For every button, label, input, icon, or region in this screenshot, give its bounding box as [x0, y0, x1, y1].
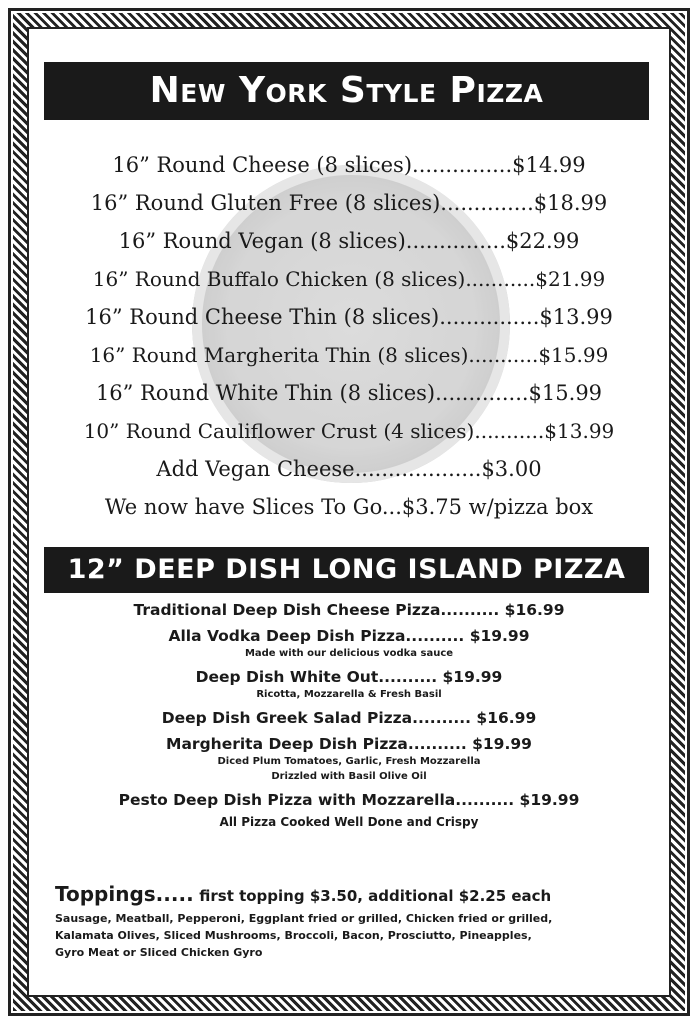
ny-style-menu-list [44, 146, 654, 526]
deep-dish-banner [44, 547, 649, 593]
slices-note: We now have Slices To Go...$3.75 w/pizza box [104, 495, 594, 519]
item-description: Made with our delicious vodka sauce [244, 648, 454, 659]
deep-dish-item: Margherita Deep Dish Pizza.......... $19.99 [166, 735, 532, 753]
menu-item: Add Vegan Cheese...................$3.00 [156, 457, 542, 481]
menu-item: 16” Round Margherita Thin (8 slices)...........$15.99 [89, 343, 609, 367]
deep-dish-item: Alla Vodka Deep Dish Pizza.......... $19.99 [168, 627, 530, 645]
deep-dish-item: Traditional Deep Dish Cheese Pizza.......... $16.99 [133, 601, 565, 619]
item-description: Diced Plum Tomatoes, Garlic, Fresh Mozzarella [217, 756, 481, 767]
toppings-price: first topping $3.50, additional $2.25 each [199, 887, 552, 905]
menu-item: 16” Round White Thin (8 slices)..............$15.99 [95, 381, 603, 405]
deep-dish-item: Deep Dish Greek Salad Pizza.......... $16.99 [161, 709, 537, 727]
cooking-note: All Pizza Cooked Well Done and Crispy [219, 815, 479, 829]
menu-item: 16” Round Vegan (8 slices)...............$22.99 [118, 229, 580, 253]
toppings-section [55, 880, 655, 961]
ny-style-title: New York Style Pizza [149, 70, 544, 111]
deep-dish-item: Deep Dish White Out.......... $19.99 [195, 668, 503, 686]
menu-item: 16” Round Gluten Free (8 slices)..............$18.99 [90, 191, 608, 215]
item-description: Drizzled with Basil Olive Oil [271, 771, 427, 782]
ny-style-banner [44, 62, 649, 120]
menu-item: 16” Round Buffalo Chicken (8 slices)...........$21.99 [92, 267, 606, 291]
toppings-list-line: Kalamata Olives, Sliced Mushrooms, Broccoli, Bacon, Prosciutto, Pineapples, [55, 929, 532, 942]
deep-dish-menu-list [44, 600, 654, 831]
deep-dish-title: 12” DEEP DISH LONG ISLAND PIZZA [67, 554, 626, 585]
item-description: Ricotta, Mozzarella & Fresh Basil [256, 689, 442, 700]
menu-item: 16” Round Cheese Thin (8 slices)...............$13.99 [85, 305, 613, 329]
toppings-list-line: Sausage, Meatball, Pepperoni, Eggplant fried or grilled, Chicken fried or grilled, [55, 912, 553, 925]
menu-item: 10” Round Cauliflower Crust (4 slices)...........$13.99 [83, 419, 615, 443]
menu-item: 16” Round Cheese (8 slices)...............$14.99 [112, 153, 586, 177]
toppings-title: Toppings..... [55, 882, 194, 906]
toppings-list-line: Gyro Meat or Sliced Chicken Gyro [55, 946, 263, 959]
deep-dish-item: Pesto Deep Dish Pizza with Mozzarella.......... $19.99 [118, 791, 580, 809]
toppings-header [55, 880, 655, 910]
